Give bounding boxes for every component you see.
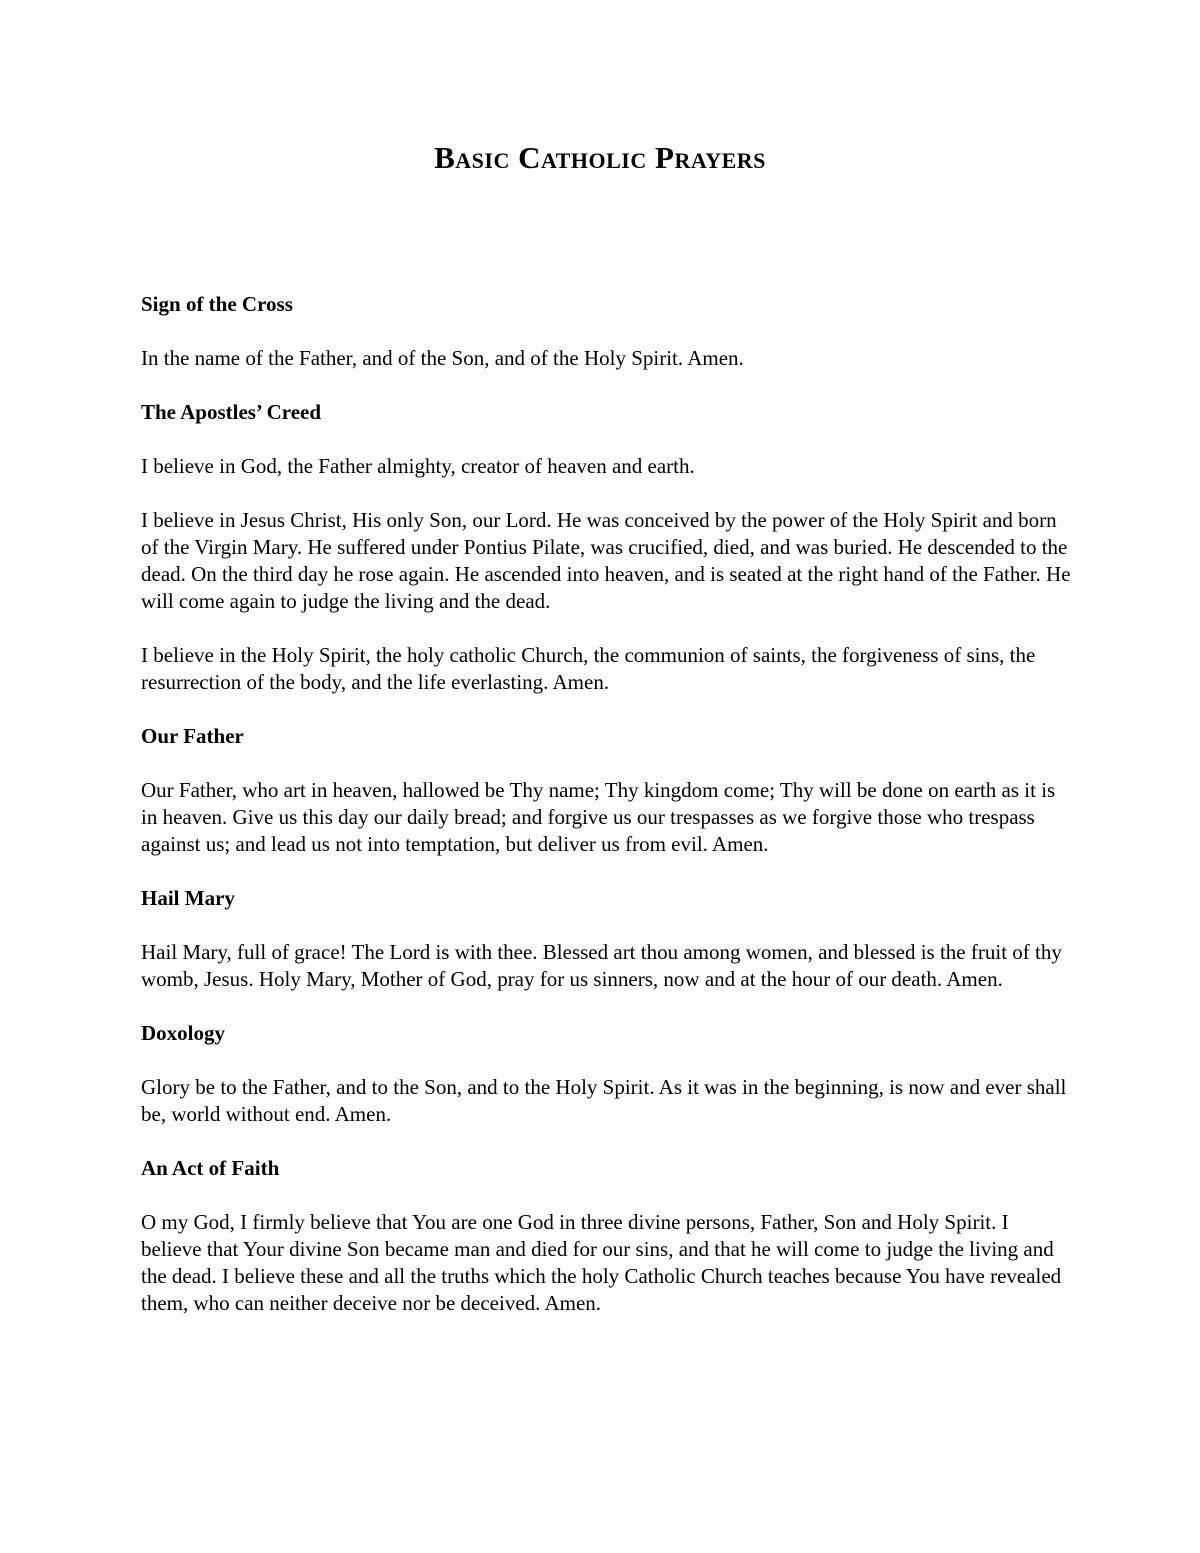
- section-paragraph: I believe in God, the Father almighty, creator of heaven and earth.: [141, 454, 695, 478]
- section-sign-of-the-cross: [141, 291, 1071, 372]
- section-heading: An Act of Faith: [141, 1156, 280, 1180]
- section-paragraph: Hail Mary, full of grace! The Lord is with thee. Blessed art thou among women, and blessed is the fruit of thy womb, Jesus. Holy Mary, Mother of God, pray for us sinners, now and at the hour of our death. Amen.: [141, 940, 1062, 991]
- section-paragraph: I believe in the Holy Spirit, the holy catholic Church, the communion of saints, the forgiveness of sins, the resurrection of the body, and the life everlasting. Amen.: [141, 643, 1036, 694]
- section-apostles-creed: [141, 399, 1071, 696]
- section-heading: Our Father: [141, 724, 244, 748]
- section-paragraph: Glory be to the Father, and to the Son, and to the Holy Spirit. As it was in the beginning, is now and ever shall be, world without end. Amen.: [141, 1075, 1067, 1126]
- section-heading: Doxology: [141, 1021, 225, 1045]
- section-heading: Hail Mary: [141, 886, 235, 910]
- section-heading: Sign of the Cross: [141, 292, 293, 316]
- section-paragraph: I believe in Jesus Christ, His only Son, our Lord. He was conceived by the power of the Holy Spirit and born of the Virgin Mary. He suffered under Pontius Pilate, was crucified, died, and was buried. He descended to the dead. On the third day he rose again. He ascended into heaven, and is seated at the right hand of the Father. He will come again to judge the living and the dead.: [141, 508, 1071, 613]
- section-paragraph: Our Father, who art in heaven, hallowed be Thy name; Thy kingdom come; Thy will be done on earth as it is in heaven. Give us this day our daily bread; and forgive us our trespasses as we forgive those who trespass against us; and lead us not into temptation, but deliver us from evil. Amen.: [141, 778, 1056, 856]
- section-paragraph: O my God, I firmly believe that You are one God in three divine persons, Father, Son and Holy Spirit. I believe that Your divine Son became man and died for our sins, and that he will come to judge the living and the dead. I believe these and all the truths which the holy Catholic Church teaches because You have revealed them, who can neither deceive nor be deceived. Amen.: [141, 1210, 1062, 1315]
- section-paragraph: In the name of the Father, and of the Son, and of the Holy Spirit. Amen.: [141, 346, 744, 370]
- section-heading: The Apostles’ Creed: [141, 400, 322, 424]
- section-doxology: [141, 1020, 1071, 1128]
- section-hail-mary: [141, 885, 1071, 993]
- section-act-of-faith: [141, 1155, 1071, 1317]
- document-title: Basic Catholic Prayers: [434, 140, 766, 175]
- document-body: [141, 291, 1071, 1344]
- section-our-father: [141, 723, 1071, 858]
